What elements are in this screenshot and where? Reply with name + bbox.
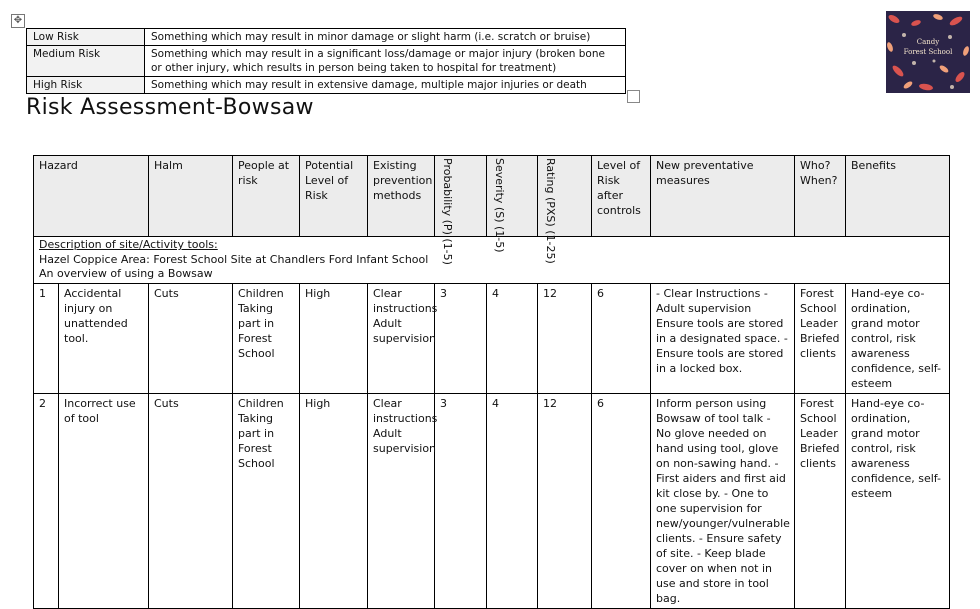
after-cell: 6 bbox=[592, 283, 651, 393]
table-row bbox=[34, 283, 950, 393]
new-measures-cell: Inform person using Bowsaw of tool talk - No glove needed on hand using tool, glove on non-sawing hand. - First aiders and first aid kit close by. - One to one supervision for new/younger/vulnerable clients. - Ensure safety of site. - Keep blade cover on when not in use and store in tool bag. bbox=[651, 393, 795, 608]
after-cell: 6 bbox=[592, 393, 651, 608]
table-row bbox=[34, 393, 950, 608]
header-row bbox=[34, 156, 950, 237]
legend-level: Medium Risk bbox=[27, 46, 145, 77]
table-resize-handle[interactable] bbox=[627, 90, 640, 103]
probability-cell: 3 bbox=[435, 393, 487, 608]
potential-cell: High bbox=[300, 283, 368, 393]
row-number: 2 bbox=[34, 393, 59, 608]
severity-label: Severity (S) (1-5) bbox=[493, 158, 506, 253]
legend-row bbox=[27, 77, 626, 94]
logo-text-line2: Forest School bbox=[903, 48, 953, 56]
description-overview: An overview of using a Bowsaw bbox=[39, 267, 213, 280]
legend-description: Something which may result in minor damage or slight harm (i.e. scratch or bruise) bbox=[145, 29, 626, 46]
legend-level: Low Risk bbox=[27, 29, 145, 46]
harm-cell: Cuts bbox=[149, 393, 233, 608]
logo-text-line1: Candy bbox=[916, 38, 940, 46]
severity-cell: 4 bbox=[487, 393, 538, 608]
description-area: Hazel Coppice Area: Forest School Site at Chandlers Ford Infant School bbox=[39, 252, 429, 266]
description-heading: Description of site/Activity tools: bbox=[39, 238, 218, 251]
rating-label: Rating (PXS) (1-25) bbox=[544, 158, 557, 264]
col-who-header: Who? When? bbox=[795, 156, 846, 237]
legend-description: Something which may result in a significant loss/damage or major injury (broken bone or other injury, which results in person being taken to hospital for treatment) bbox=[145, 46, 626, 77]
col-benefits-header: Benefits bbox=[846, 156, 950, 237]
col-after-header: Level of Risk after controls bbox=[592, 156, 651, 237]
risk-level-legend-table bbox=[26, 28, 626, 94]
col-new-header: New preventative measures bbox=[651, 156, 795, 237]
probability-label: Probability (P) (1-5) bbox=[441, 158, 454, 265]
col-severity-header bbox=[487, 156, 538, 253]
rating-cell: 12 bbox=[538, 393, 592, 608]
col-probability-header bbox=[435, 156, 487, 265]
row-number: 1 bbox=[34, 283, 59, 393]
who-cell: Forest School Leader Briefed clients bbox=[795, 393, 846, 608]
hazard-cell: Accidental injury on unattended tool. bbox=[59, 283, 149, 393]
existing-cell: Clear instructions Adult supervision bbox=[368, 393, 435, 608]
hazard-cell: Incorrect use of tool bbox=[59, 393, 149, 608]
col-rating-header bbox=[538, 156, 592, 264]
people-cell: Children Taking part in Forest School bbox=[233, 393, 300, 608]
col-existing-header: Existing prevention methods bbox=[368, 156, 435, 237]
risk-assessment-table bbox=[33, 155, 950, 609]
col-harm-header: Halm bbox=[149, 156, 233, 237]
description-row bbox=[34, 237, 950, 284]
col-people-header: People at risk bbox=[233, 156, 300, 237]
potential-cell: High bbox=[300, 393, 368, 608]
people-cell: Children Taking part in Forest School bbox=[233, 283, 300, 393]
severity-cell: 4 bbox=[487, 283, 538, 393]
legend-row bbox=[27, 29, 626, 46]
existing-cell: Clear instructions Adult supervision bbox=[368, 283, 435, 393]
benefits-cell: Hand-eye co-ordination, grand motor control, risk awareness confidence, self-esteem bbox=[846, 393, 950, 608]
probability-cell: 3 bbox=[435, 283, 487, 393]
new-measures-cell: - Clear Instructions -Adult supervision Ensure tools are stored in a designated space. - Ensure tools are stored in a locked box. bbox=[651, 283, 795, 393]
legend-description: Something which may result in extensive damage, multiple major injuries or death bbox=[145, 77, 626, 94]
who-cell: Forest School Leader Briefed clients bbox=[795, 283, 846, 393]
site-description-cell bbox=[34, 237, 950, 284]
col-potential-header: Potential Level of Risk bbox=[300, 156, 368, 237]
page-title: Risk Assessment-Bowsaw bbox=[26, 95, 314, 120]
candy-forest-school-logo bbox=[886, 11, 970, 93]
rating-cell: 12 bbox=[538, 283, 592, 393]
legend-row bbox=[27, 46, 626, 77]
table-move-handle[interactable]: ✥ bbox=[11, 14, 25, 28]
legend-level: High Risk bbox=[27, 77, 145, 94]
benefits-cell: Hand-eye co-ordination, grand motor control, risk awareness confidence, self-esteem bbox=[846, 283, 950, 393]
col-hazard-header: Hazard bbox=[34, 156, 149, 237]
harm-cell: Cuts bbox=[149, 283, 233, 393]
